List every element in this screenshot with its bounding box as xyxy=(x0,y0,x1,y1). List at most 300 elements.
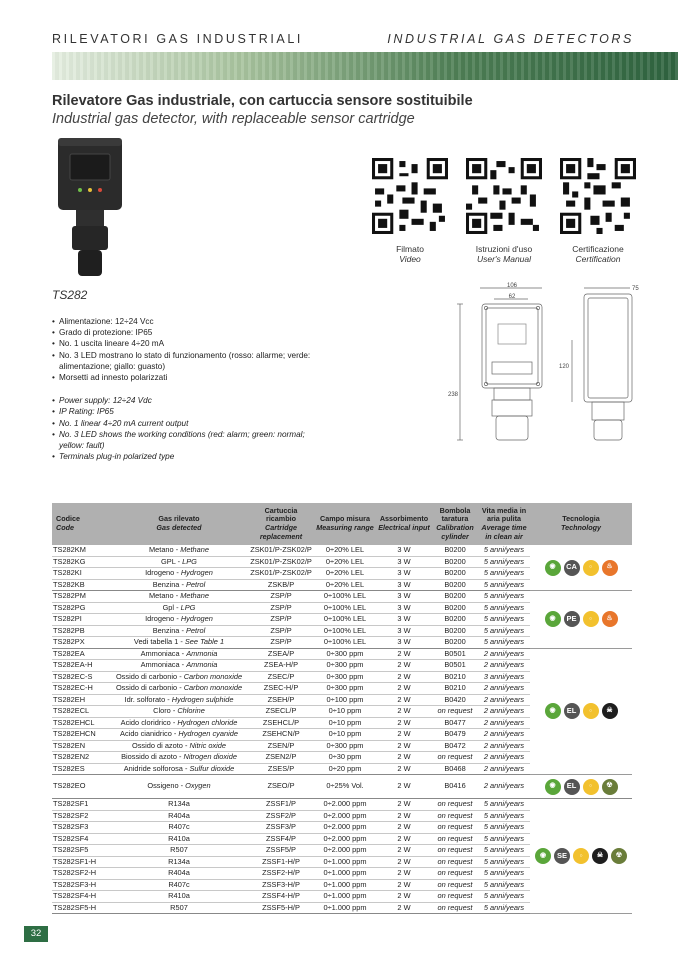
product-subtitle: Industrial gas detector, with replaceable sensor cartridge xyxy=(52,111,415,127)
cell-cylinder: B0468 xyxy=(432,763,478,775)
cell-range: 0÷10 ppm xyxy=(314,706,376,718)
cell-technology xyxy=(530,591,632,649)
cell-code: TS282KI xyxy=(52,568,110,580)
cell-power: 3 W xyxy=(376,545,432,556)
cell-power: 3 W xyxy=(376,591,432,603)
yellow-icon: ○ xyxy=(583,703,599,719)
cell-range: 0÷2.000 ppm xyxy=(314,799,376,811)
toxic-icon: ☢ xyxy=(611,848,627,864)
cell-power: 2 W xyxy=(376,717,432,729)
se-badge: SE xyxy=(554,848,570,864)
qr-label-it: Istruzioni d'uso xyxy=(475,244,533,254)
cell-cylinder: on request xyxy=(432,856,478,868)
cell-power: 2 W xyxy=(376,729,432,741)
cell-cylinder: B0420 xyxy=(432,694,478,706)
cell-range: 0÷100 ppm xyxy=(314,694,376,706)
cell-cartridge: ZSEC-H/P xyxy=(248,683,314,695)
cell-cylinder: B0479 xyxy=(432,729,478,741)
cell-gas: R410a xyxy=(110,891,248,903)
cell-range: 0÷100% LEL xyxy=(314,602,376,614)
sensor-icon: ◉ xyxy=(545,611,561,627)
cell-code: TS282EHCN xyxy=(52,729,110,741)
cell-cartridge: ZSK01/P-ZSK02/P xyxy=(248,568,314,580)
qr-label-en: Video xyxy=(399,254,421,264)
cell-gas: R507 xyxy=(110,902,248,914)
cell-lifetime: 5 anni/years xyxy=(478,810,530,822)
cell-cylinder: on request xyxy=(432,845,478,857)
cell-power: 3 W xyxy=(376,556,432,568)
cell-code: TS282SF1 xyxy=(52,799,110,811)
dim-width: 106 xyxy=(506,283,518,289)
cell-cylinder: B0200 xyxy=(432,591,478,603)
yellow-icon: ○ xyxy=(573,848,589,864)
specs-english xyxy=(52,395,322,462)
cell-code: TS282SF4-H xyxy=(52,891,110,903)
cell-cylinder: on request xyxy=(432,822,478,834)
cell-code: TS282EC-S xyxy=(52,671,110,683)
technology-icons xyxy=(545,703,618,719)
qr-code-icon xyxy=(372,158,448,234)
cell-technology xyxy=(530,648,632,775)
cell-lifetime: 2 anni/years xyxy=(478,775,530,799)
cell-code: TS282EN xyxy=(52,740,110,752)
technology-icons xyxy=(545,611,618,627)
cell-power: 2 W xyxy=(376,810,432,822)
cell-lifetime: 5 anni/years xyxy=(478,614,530,626)
cell-cylinder: B0200 xyxy=(432,637,478,649)
cell-range: 0÷300 ppm xyxy=(314,671,376,683)
cell-code: TS282EH xyxy=(52,694,110,706)
cell-cartridge: ZSEH/P xyxy=(248,694,314,706)
header-band xyxy=(52,52,678,80)
cell-lifetime: 5 anni/years xyxy=(478,545,530,556)
cell-power: 3 W xyxy=(376,614,432,626)
cell-cartridge: ZSP/P xyxy=(248,591,314,603)
cell-range: 0÷1.000 ppm xyxy=(314,891,376,903)
cell-range: 0÷20% LEL xyxy=(314,556,376,568)
cell-cylinder: B0501 xyxy=(432,648,478,660)
cell-cylinder: B0472 xyxy=(432,740,478,752)
technology-icons xyxy=(545,560,618,576)
cell-gas: Vedi tabella 1 - See Table 1 xyxy=(110,637,248,649)
cell-gas: Acido cianidrico - Hydrogen cyanide xyxy=(110,729,248,741)
cell-cylinder: B0200 xyxy=(432,556,478,568)
cell-range: 0÷300 ppm xyxy=(314,683,376,695)
cell-gas: Ossido di carbonio - Carbon monoxide xyxy=(110,683,248,695)
cell-lifetime: 5 anni/years xyxy=(478,799,530,811)
spec-item: • No. 1 linear 4÷20 mA current output xyxy=(52,418,322,429)
cell-code: TS282SF2 xyxy=(52,810,110,822)
toxic-icon: ☢ xyxy=(602,779,618,795)
qr-code-icon xyxy=(560,158,636,234)
cell-power: 3 W xyxy=(376,637,432,649)
cell-gas: Ammoniaca - Ammonia xyxy=(110,660,248,672)
cell-power: 2 W xyxy=(376,879,432,891)
cell-range: 0÷2.000 ppm xyxy=(314,822,376,834)
cell-cylinder: B0200 xyxy=(432,625,478,637)
cell-cylinder: on request xyxy=(432,810,478,822)
el-badge: EL xyxy=(564,779,580,795)
cell-code: TS282SF3 xyxy=(52,822,110,834)
spec-item: • IP Rating: IP65 xyxy=(52,406,322,417)
cell-cylinder: B0416 xyxy=(432,775,478,799)
cell-code: TS282SF3-H xyxy=(52,879,110,891)
cell-lifetime: 5 anni/years xyxy=(478,891,530,903)
cell-power: 2 W xyxy=(376,660,432,672)
qr-label-it: Certificazione xyxy=(572,244,624,254)
page-header xyxy=(52,30,634,50)
cell-cylinder: B0477 xyxy=(432,717,478,729)
cell-cylinder: B0200 xyxy=(432,579,478,591)
cell-lifetime: 2 anni/years xyxy=(478,660,530,672)
specifications xyxy=(52,316,322,462)
cell-lifetime: 5 anni/years xyxy=(478,845,530,857)
product-title: Rilevatore Gas industriale, con cartuccia sensore sostituibile xyxy=(52,93,473,109)
cell-cylinder: B0210 xyxy=(432,671,478,683)
table-row xyxy=(52,648,632,660)
cell-lifetime: 2 anni/years xyxy=(478,740,530,752)
cell-range: 0÷100% LEL xyxy=(314,614,376,626)
table-row xyxy=(52,799,632,811)
yellow-icon: ○ xyxy=(583,611,599,627)
qr-label-en: User's Manual xyxy=(476,254,532,264)
cell-lifetime: 3 anni/years xyxy=(478,671,530,683)
cell-cartridge: ZSSF3-H/P xyxy=(248,879,314,891)
sensor-icon: ◉ xyxy=(545,779,561,795)
cell-range: 0÷20% LEL xyxy=(314,579,376,591)
cell-power: 2 W xyxy=(376,799,432,811)
cell-lifetime: 5 anni/years xyxy=(478,868,530,880)
qr-certification[interactable] xyxy=(560,158,636,264)
specs-italian xyxy=(52,316,322,383)
yellow-icon: ○ xyxy=(583,779,599,795)
cell-range: 0÷300 ppm xyxy=(314,740,376,752)
cell-range: 0÷10 ppm xyxy=(314,729,376,741)
cell-gas: Metano - Methane xyxy=(110,545,248,556)
cell-cartridge: ZSSF1/P xyxy=(248,799,314,811)
cell-range: 0÷300 ppm xyxy=(314,648,376,660)
cell-cartridge: ZSSF4-H/P xyxy=(248,891,314,903)
cell-code: TS282PB xyxy=(52,625,110,637)
skull-icon: ☠ xyxy=(592,848,608,864)
cell-power: 3 W xyxy=(376,625,432,637)
qr-manual[interactable] xyxy=(466,158,542,264)
cell-code: TS282SF5 xyxy=(52,845,110,857)
cell-gas: Metano - Methane xyxy=(110,591,248,603)
cell-power: 2 W xyxy=(376,845,432,857)
cell-lifetime: 5 anni/years xyxy=(478,602,530,614)
cell-power: 2 W xyxy=(376,868,432,880)
qr-label-en: Certification xyxy=(575,254,621,264)
cell-cartridge: ZSECL/P xyxy=(248,706,314,718)
cell-cartridge: ZSSF2-H/P xyxy=(248,868,314,880)
cell-range: 0÷20% LEL xyxy=(314,545,376,556)
cell-lifetime: 2 anni/years xyxy=(478,752,530,764)
table-row xyxy=(52,545,632,556)
skull-icon: ☠ xyxy=(602,703,618,719)
cell-range: 0÷1.000 ppm xyxy=(314,879,376,891)
cell-range: 0÷2.000 ppm xyxy=(314,845,376,857)
cell-cylinder: B0210 xyxy=(432,683,478,695)
table-row xyxy=(52,775,632,799)
spec-item: • Terminals plug-in polarized type xyxy=(52,451,322,462)
cell-cylinder: on request xyxy=(432,868,478,880)
cell-range: 0÷100% LEL xyxy=(314,625,376,637)
cell-cylinder: on request xyxy=(432,891,478,903)
cell-gas: Ossido di carbonio - Carbon monoxide xyxy=(110,671,248,683)
column-header: Tecnologia Technology xyxy=(530,503,632,545)
cell-cartridge: ZSSF3/P xyxy=(248,822,314,834)
spec-item: • Grado di protezione: IP65 xyxy=(52,327,322,338)
cell-lifetime: 2 anni/years xyxy=(478,763,530,775)
cell-range: 0÷25% Vol. xyxy=(314,775,376,799)
cell-power: 2 W xyxy=(376,694,432,706)
cell-gas: Benzina - Petrol xyxy=(110,625,248,637)
cell-code: TS282EA-H xyxy=(52,660,110,672)
cell-range: 0÷1.000 ppm xyxy=(314,868,376,880)
cell-lifetime: 5 anni/years xyxy=(478,579,530,591)
cell-range: 0÷2.000 ppm xyxy=(314,810,376,822)
cell-cartridge: ZSSF5-H/P xyxy=(248,902,314,914)
spec-item: • No. 1 uscita lineare 4÷20 mA xyxy=(52,338,322,349)
qr-code-group xyxy=(372,158,640,268)
cell-cylinder: B0200 xyxy=(432,545,478,556)
spec-item: • No. 3 LED shows the working conditions (red: alarm; green: normal; yellow: fault) xyxy=(52,429,322,451)
dim-side: 120 xyxy=(559,364,570,370)
cell-gas: Acido cloridrico - Hydrogen chloride xyxy=(110,717,248,729)
cell-lifetime: 2 anni/years xyxy=(478,729,530,741)
cell-code: TS282SF1-H xyxy=(52,856,110,868)
cell-gas: Anidride solforosa - Sulfur dioxide xyxy=(110,763,248,775)
cell-gas: Ossigeno - Oxygen xyxy=(110,775,248,799)
cell-power: 3 W xyxy=(376,568,432,580)
dim-depth: 75 xyxy=(632,286,639,292)
cell-gas: Benzina - Petrol xyxy=(110,579,248,591)
flame-icon: ♨ xyxy=(602,560,618,576)
cell-range: 0÷20 ppm xyxy=(314,763,376,775)
cell-cylinder: on request xyxy=(432,799,478,811)
technology-icons xyxy=(535,848,627,864)
cell-code: TS282ES xyxy=(52,763,110,775)
cell-cartridge: ZSEO/P xyxy=(248,775,314,799)
cell-technology xyxy=(530,545,632,591)
header-left: RILEVATORI GAS INDUSTRIALI xyxy=(52,32,303,46)
page-number: 32 xyxy=(24,926,48,942)
cell-gas: Ammoniaca - Ammonia xyxy=(110,648,248,660)
product-photo xyxy=(52,134,152,282)
sensor-icon: ◉ xyxy=(545,560,561,576)
cell-code: TS282KM xyxy=(52,545,110,556)
cell-power: 2 W xyxy=(376,740,432,752)
cell-lifetime: 5 anni/years xyxy=(478,856,530,868)
cell-range: 0÷1.000 ppm xyxy=(314,856,376,868)
cell-gas: R407c xyxy=(110,879,248,891)
product-table xyxy=(52,503,632,914)
cell-lifetime: 5 anni/years xyxy=(478,822,530,834)
cell-power: 2 W xyxy=(376,706,432,718)
cell-code: TS282EC-H xyxy=(52,683,110,695)
cell-gas: Gpl - LPG xyxy=(110,602,248,614)
cell-power: 2 W xyxy=(376,891,432,903)
cell-cartridge: ZSES/P xyxy=(248,763,314,775)
cell-cartridge: ZSSF4/P xyxy=(248,833,314,845)
cell-range: 0÷10 ppm xyxy=(314,717,376,729)
cell-power: 2 W xyxy=(376,775,432,799)
cell-code: TS282SF2-H xyxy=(52,868,110,880)
cell-cartridge: ZSEN/P xyxy=(248,740,314,752)
cell-lifetime: 2 anni/years xyxy=(478,694,530,706)
cell-gas: Cloro - Chlorine xyxy=(110,706,248,718)
spec-item: • No. 3 LED mostrano lo stato di funzionamento (rosso: allarme; verde: alimentazione; giallo: guasto) xyxy=(52,350,322,372)
cell-cartridge: ZSEHCN/P xyxy=(248,729,314,741)
qr-video[interactable] xyxy=(372,158,448,264)
cell-lifetime: 5 anni/years xyxy=(478,879,530,891)
cell-lifetime: 5 anni/years xyxy=(478,625,530,637)
cell-technology xyxy=(530,775,632,799)
cell-cylinder: B0501 xyxy=(432,660,478,672)
cell-code: TS282EN2 xyxy=(52,752,110,764)
column-header: Bombola taratura Calibration cylinder xyxy=(432,503,478,545)
cell-code: TS282PM xyxy=(52,591,110,603)
cell-gas: R507 xyxy=(110,845,248,857)
sensor-icon: ◉ xyxy=(535,848,551,864)
cell-cylinder: B0200 xyxy=(432,568,478,580)
cell-range: 0÷2.000 ppm xyxy=(314,833,376,845)
column-header: Assorbimento Electrical input xyxy=(376,503,432,545)
cell-power: 2 W xyxy=(376,763,432,775)
technical-drawing xyxy=(420,280,646,450)
cell-gas: R134a xyxy=(110,799,248,811)
cell-cartridge: ZSP/P xyxy=(248,602,314,614)
cell-power: 2 W xyxy=(376,833,432,845)
cell-cartridge: ZSEN2/P xyxy=(248,752,314,764)
cell-cartridge: ZSKB/P xyxy=(248,579,314,591)
cell-cartridge: ZSSF1-H/P xyxy=(248,856,314,868)
cell-cartridge: ZSEA/P xyxy=(248,648,314,660)
cell-range: 0÷300 ppm xyxy=(314,660,376,672)
cell-gas: Biossido di azoto - Nitrogen dioxide xyxy=(110,752,248,764)
cell-code: TS282SF5-H xyxy=(52,902,110,914)
cell-code: TS282EO xyxy=(52,775,110,799)
cell-power: 2 W xyxy=(376,752,432,764)
column-header: Gas rilevato Gas detected xyxy=(110,503,248,545)
cell-code: TS282EA xyxy=(52,648,110,660)
cell-cartridge: ZSEHCL/P xyxy=(248,717,314,729)
model-name: TS282 xyxy=(52,288,88,302)
cell-gas: R404a xyxy=(110,810,248,822)
yellow-icon: ○ xyxy=(583,560,599,576)
qr-code-icon xyxy=(466,158,542,234)
table-body xyxy=(52,545,632,914)
table-row xyxy=(52,591,632,603)
cell-lifetime: 2 anni/years xyxy=(478,717,530,729)
cell-cartridge: ZSK01/P-ZSK02/P xyxy=(248,556,314,568)
cell-cartridge: ZSP/P xyxy=(248,637,314,649)
cell-cartridge: ZSSF2/P xyxy=(248,810,314,822)
spec-item: • Alimentazione: 12÷24 Vcc xyxy=(52,316,322,327)
cell-lifetime: 2 anni/years xyxy=(478,706,530,718)
cell-lifetime: 2 anni/years xyxy=(478,683,530,695)
cell-gas: GPL - LPG xyxy=(110,556,248,568)
cell-code: TS282KG xyxy=(52,556,110,568)
cell-lifetime: 5 anni/years xyxy=(478,833,530,845)
cell-range: 0÷20% LEL xyxy=(314,568,376,580)
cell-code: TS282PX xyxy=(52,637,110,649)
cell-code: TS282KB xyxy=(52,579,110,591)
technology-icons xyxy=(545,779,618,795)
cell-cartridge: ZSEA-H/P xyxy=(248,660,314,672)
cell-technology xyxy=(530,799,632,914)
sensor-icon: ◉ xyxy=(545,703,561,719)
spec-item: • Morsetti ad innesto polarizzati xyxy=(52,372,322,383)
cell-gas: R134a xyxy=(110,856,248,868)
cell-cartridge: ZSEC/P xyxy=(248,671,314,683)
cell-code: TS282ECL xyxy=(52,706,110,718)
cell-code: TS282PI xyxy=(52,614,110,626)
dim-inner: 62 xyxy=(508,294,516,300)
cell-power: 2 W xyxy=(376,683,432,695)
cell-cylinder: on request xyxy=(432,879,478,891)
cell-cylinder: B0200 xyxy=(432,602,478,614)
cell-cylinder: on request xyxy=(432,706,478,718)
cell-cartridge: ZSP/P xyxy=(248,625,314,637)
cell-cartridge: ZSP/P xyxy=(248,614,314,626)
pe-badge: PE xyxy=(564,611,580,627)
column-header: Campo misura Measuring range xyxy=(314,503,376,545)
cell-range: 0÷100% LEL xyxy=(314,637,376,649)
cell-gas: Idrogeno - Hydrogen xyxy=(110,568,248,580)
cell-power: 2 W xyxy=(376,856,432,868)
cell-power: 3 W xyxy=(376,579,432,591)
cell-cylinder: on request xyxy=(432,752,478,764)
cell-gas: Idr. solforato - Hydrogen sulphide xyxy=(110,694,248,706)
cell-code: TS282EHCL xyxy=(52,717,110,729)
cell-cartridge: ZSSF5/P xyxy=(248,845,314,857)
cell-lifetime: 5 anni/years xyxy=(478,637,530,649)
cell-cylinder: on request xyxy=(432,902,478,914)
cell-cylinder: B0200 xyxy=(432,614,478,626)
cell-gas: Idrogeno - Hydrogen xyxy=(110,614,248,626)
cell-power: 2 W xyxy=(376,648,432,660)
cell-cylinder: on request xyxy=(432,833,478,845)
qr-label-it: Filmato xyxy=(396,244,424,254)
cell-lifetime: 2 anni/years xyxy=(478,648,530,660)
cell-power: 2 W xyxy=(376,822,432,834)
cell-power: 2 W xyxy=(376,902,432,914)
cell-range: 0÷30 ppm xyxy=(314,752,376,764)
cell-power: 3 W xyxy=(376,602,432,614)
cell-lifetime: 5 anni/years xyxy=(478,591,530,603)
column-header: Vita media in aria pulita Average time in clean air xyxy=(478,503,530,545)
cell-gas: R404a xyxy=(110,868,248,880)
cell-lifetime: 5 anni/years xyxy=(478,556,530,568)
cell-lifetime: 5 anni/years xyxy=(478,568,530,580)
spec-item: • Power supply: 12÷24 Vdc xyxy=(52,395,322,406)
cell-gas: R407c xyxy=(110,822,248,834)
table-header xyxy=(52,503,632,545)
cell-code: TS282SF4 xyxy=(52,833,110,845)
cell-power: 2 W xyxy=(376,671,432,683)
ca-badge: CA xyxy=(564,560,580,576)
cell-range: 0÷1.000 ppm xyxy=(314,902,376,914)
column-header: Cartuccia ricambio Cartridge replacement xyxy=(248,503,314,545)
cell-code: TS282PG xyxy=(52,602,110,614)
cell-cartridge: ZSK01/P-ZSK02/P xyxy=(248,545,314,556)
cell-gas: Ossido di azoto - Nitric oxide xyxy=(110,740,248,752)
cell-range: 0÷100% LEL xyxy=(314,591,376,603)
cell-gas: R410a xyxy=(110,833,248,845)
header-right: INDUSTRIAL GAS DETECTORS xyxy=(387,32,634,46)
